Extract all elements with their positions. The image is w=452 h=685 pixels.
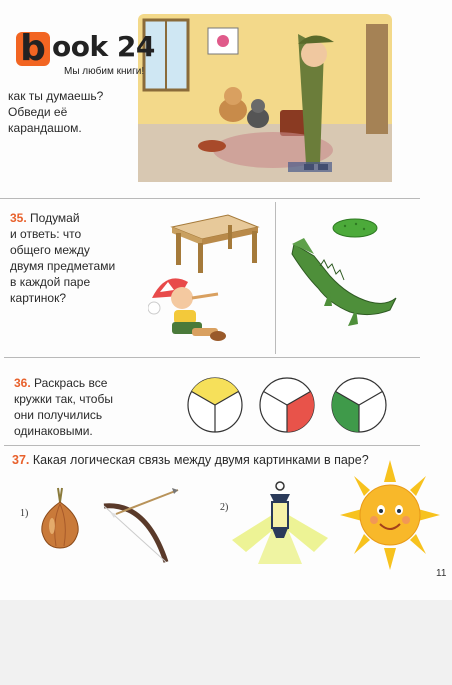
task-33-text (8, 88, 126, 136)
task-36-text (14, 375, 142, 439)
pair-divider-line (275, 202, 276, 354)
task-37-number: 37. (12, 453, 30, 467)
task-33-line: карандашом. (8, 121, 82, 135)
coloring-circles[interactable] (184, 374, 394, 436)
room-scene-illustration (138, 14, 392, 182)
task-35-line: в каждой паре (10, 275, 91, 289)
page-number: 11 (436, 568, 447, 579)
crocodile-illustration (290, 236, 400, 331)
page-bottom-margin (0, 600, 452, 685)
task-33-line: как ты думаешь? (8, 89, 104, 103)
pair-label-2: 2) (220, 502, 229, 513)
task-35-line: Подумай (30, 211, 80, 225)
task-36-line: одинаковыми. (14, 424, 93, 438)
circle-red-sector[interactable] (260, 378, 314, 432)
section-divider (0, 198, 420, 199)
task-35-text (10, 210, 138, 306)
task-36-line: кружки так, чтобы (14, 392, 113, 406)
task-35-line: двумя предметами (10, 259, 116, 273)
section-divider (4, 357, 420, 358)
task-36-line: Раскрась все (34, 376, 108, 390)
lantern-illustration (232, 480, 328, 570)
circle-yellow-sector[interactable] (188, 378, 242, 432)
logo-letter: b (20, 28, 46, 69)
task-35-line: картинок? (10, 291, 67, 305)
pair-label-1: 1) (20, 508, 29, 519)
pinocchio-illustration (148, 268, 238, 348)
section-divider (4, 445, 420, 446)
task-35-line: общего между (10, 243, 90, 257)
logo-tagline: Мы любим книги! (64, 66, 145, 77)
task-36-line: они получились (14, 408, 103, 422)
task-35-number: 35. (10, 211, 27, 225)
book24-logo[interactable] (14, 26, 164, 82)
logo-letter-badge (16, 28, 50, 69)
task-37-question: Какая логическая связь между двумя картинками в паре? (32, 453, 369, 467)
task-36-number: 36. (14, 376, 31, 390)
logo-name: ook 24 (52, 30, 155, 63)
task-35-line: и ответь: что (10, 227, 82, 241)
task-33-line: Обведи её (8, 105, 68, 119)
bow-and-arrow-illustration (96, 484, 188, 568)
onion-illustration (36, 486, 84, 552)
sun-illustration (340, 460, 440, 570)
circle-green-sector[interactable] (332, 378, 386, 432)
table-illustration (168, 205, 260, 275)
